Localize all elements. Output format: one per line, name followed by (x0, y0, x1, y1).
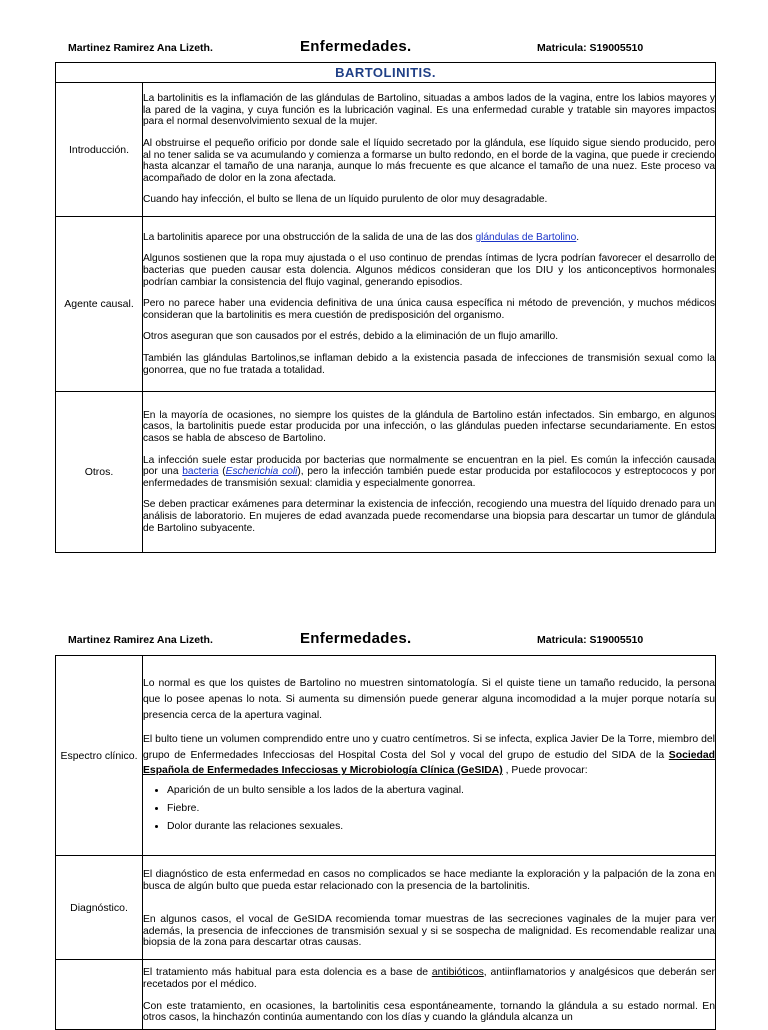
paragraph (143, 967, 715, 990)
bartolinitis-table-continued (55, 655, 716, 1030)
row-label-diagnostico: Diagnóstico. (56, 856, 143, 960)
link-glandulas-de-bartolino[interactable]: glándulas de Bartolino (475, 231, 577, 243)
document-title: Enfermedades. (300, 630, 412, 647)
row-content-otros (143, 392, 716, 553)
link-bacteria[interactable]: bacteria (182, 466, 219, 478)
paragraph (143, 232, 715, 244)
paragraph: El diagnóstico de esta enfermedad en casos no complicados se hace mediante la exploración y la palpación de la zona en busca de algún bulto que pueda estar relacionado con la presencia de la bartolinitis. (143, 869, 715, 892)
row-label-tratamiento (56, 960, 143, 1030)
text-run: El bulto tiene un volumen comprendido entre uno y cuatro centímetros. Si se infecta, explica Javier De la Torre, miembro del grupo de Enfermedades Infecciosas del Hospital Costa del Sol y vocal del grupo de estudio del SIDA de la (143, 733, 715, 761)
paragraph: Algunos sostienen que la ropa muy ajustada o el uso continuo de prendas íntimas de lycra podrían favorecer el desarrollo de bacterias que pueden causar esta dolencia. Algunos médicos consideran que los DIU y los anticonceptivos hormonales podrían cambiar la consistencia del flujo vaginal, generando episodios. (143, 253, 715, 288)
row-label-introduccion: Introducción. (56, 83, 143, 217)
link-escherichia-coli[interactable]: Escherichia coli (225, 466, 298, 478)
text-run: , antiinflamatorios y analgésicos que deberán ser recetados por el médico. (143, 967, 715, 990)
paragraph: Cuando hay infección, el bulto se llena de un líquido purulento de olor muy desagradable. (143, 194, 548, 206)
text-run: ( (218, 466, 226, 478)
text-run: ), pero la infección también puede estar producida por estafilococos y estreptococos y por enfermedades de transmisión sexual: clamidia y especialmente gonorrea. (143, 466, 715, 489)
paragraph: Con este tratamiento, en ocasiones, la bartolinitis cesa espontáneamente, tornando la glándula a su estado normal. En otros casos, la hinchazón continúa aumentando con los días y cuando la glándula alcanza un (143, 1000, 715, 1024)
link-antibioticos[interactable]: antibióticos (431, 967, 484, 979)
text-run: . (576, 231, 580, 243)
matricula: Matricula: S19005510 (537, 42, 644, 54)
paragraph (143, 732, 715, 779)
list-item: • Dolor durante las relaciones sexuales. (167, 819, 715, 835)
student-name: Martinez Ramirez Ana Lizeth. (68, 634, 213, 646)
table-title: BARTOLINITIS. (56, 63, 716, 83)
paragraph: En algunos casos, el vocal de GeSIDA recomienda tomar muestras de las secreciones vaginales de la mujer para ver además, la presencia de infecciones de transmisión sexual y si se sospecha de malignidad. Es recomendable realizar una biopsia de la zona para descartar otras causas. (143, 914, 715, 949)
paragraph: Pero no parece haber una evidencia definitiva de una única causa específica ni método de prevención, y muchos médicos consideran que la bartolinitis es mera cuestión de predisposición del organismo. (143, 298, 715, 321)
row-content-tratamiento (143, 960, 716, 1030)
document-title: Enfermedades. (300, 38, 412, 55)
paragraph: También las glándulas Bartolinos,se inflaman debido a la existencia pasada de infecciones de transmisión sexual como la gonorrea, que no fue tratada a totalidad. (143, 352, 715, 376)
paragraph: Otros aseguran que son causados por el estrés, debido a la eliminación de un flujo amarillo. (143, 331, 559, 343)
paragraph: Lo normal es que los quistes de Bartolino no muestren sintomatología. Si el quiste tiene un tamaño reducido, la persona que lo posee apenas lo nota. Si aumenta su dimensión puede generar alguna incomodidad a la mujer porque notaría su presencia cerca de la apertura vaginal. (143, 678, 715, 721)
row-label-agente-causal: Agente causal. (56, 217, 143, 392)
row-content-diagnostico (143, 856, 716, 960)
row-content-espectro-clinico (143, 656, 716, 856)
list-item: • Aparición de un bulto sensible a los lados de la abertura vaginal. (167, 783, 715, 799)
page-header-2 (0, 630, 768, 650)
text-run: La infección suele estar producida por bacterias que normalmente se encuentran en la piel. Es común la infección causada por una (143, 454, 715, 478)
matricula: Matricula: S19005510 (537, 634, 644, 646)
text-run: , Puede provocar: (502, 765, 588, 777)
paragraph (143, 455, 715, 490)
row-label-otros: Otros. (56, 392, 143, 553)
symptom-list (143, 783, 715, 834)
page-header (0, 38, 768, 58)
text-run: El tratamiento más habitual para esta dolencia es a base de (143, 967, 432, 979)
paragraph: Al obstruirse el pequeño orificio por donde sale el líquido secretado por la glándula, ese líquido sigue siendo producido, pero al no tener salida se va acumulando y comienza a formarse un bulto redondo, en el borde de la vagina, que puede ir creciendo hasta alcanzar el tamaño de una naranja, aunque lo más frecuente es que alcance el tamaño de una nuez. Este proceso va acompañado de dolor en la zona afectada. (143, 137, 715, 184)
gesida-society-name[interactable]: Sociedad Española de Enfermedades Infecciosas y Microbiología Clínica (GeSIDA) (143, 749, 715, 777)
student-name: Martinez Ramirez Ana Lizeth. (68, 42, 213, 54)
paragraph: Se deben practicar exámenes para determinar la existencia de infección, recogiendo una muestra del líquido drenado para un análisis de laboratorio. En mujeres de edad avanzada puede recomendarse una biopsia para descartar un tumor de glándula de Bartolino subyacente. (143, 499, 715, 534)
row-content-agente-causal (143, 217, 716, 392)
text-run: La bartolinitis aparece por una obstrucción de la salida de una de las dos (143, 231, 476, 243)
bartolinitis-table (55, 62, 716, 553)
row-label-espectro-clinico: Espectro clínico. (56, 656, 143, 856)
paragraph: En la mayoría de ocasiones, no siempre los quistes de la glándula de Bartolino están infectados. Sin embargo, en algunos casos, la bartolinitis puede estar producida por una infección, o las glándulas pueden infectarse secundariamente. En estos casos se habla de absceso de Bartolino. (143, 409, 715, 445)
row-content-introduccion (143, 83, 716, 217)
list-item: • Fiebre. (167, 801, 715, 817)
paragraph: La bartolinitis es la inflamación de las glándulas de Bartolino, situadas a ambos lados de la vagina, entre los labios mayores y la pared de la vagina, y cuya función es la lubricación vaginal. Es una enfermedad curable y tratable sin mayores impactos para el normal desenvolvimiento sexual de la mujer. (143, 93, 715, 128)
